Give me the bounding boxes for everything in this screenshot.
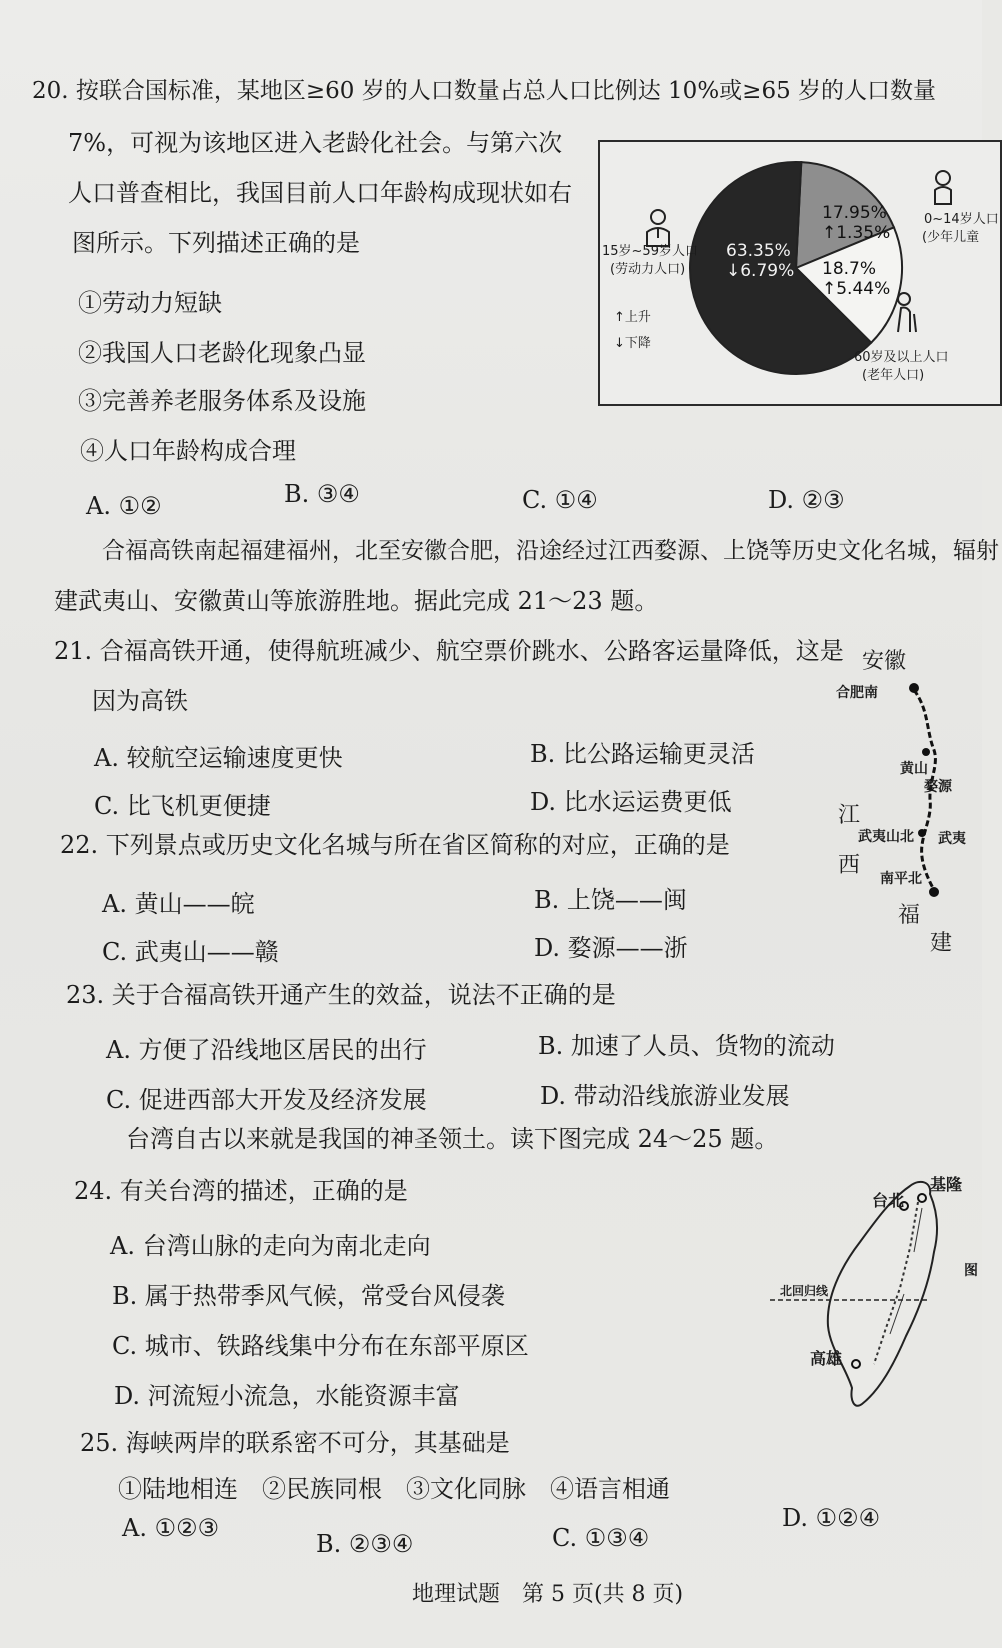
page-footer: 地理试题 第 5 页(共 8 页)	[412, 1582, 684, 1607]
station-huangshan: 黄山	[900, 761, 928, 777]
city-taipei: 台北	[872, 1191, 905, 1210]
q23-option-a: A. 方便了沿线地区居民的出行	[106, 1036, 427, 1064]
child-person-icon	[930, 170, 956, 206]
q22-option-d: D. 婺源——浙	[534, 934, 688, 962]
pie-change-labor: ↓6.79%	[726, 261, 795, 281]
province-jiangxi-1: 江	[838, 803, 861, 828]
province-fujian-1: 福	[898, 903, 921, 928]
q21-option-d: D. 比水运运费更低	[530, 788, 732, 816]
q24-option-c: C. 城市、铁路线集中分布在东部平原区	[112, 1332, 529, 1360]
pie-label-elder-sub: (老年人口)	[862, 368, 925, 383]
q21-stem-line2: 因为高铁	[92, 687, 188, 715]
pie-value-elder: 18.7%	[822, 259, 877, 279]
pie-label-child-sub: (少年儿童	[922, 230, 980, 245]
q20-option-d: D. ②③	[768, 486, 845, 514]
down-arrow-icon: ↓	[614, 336, 625, 351]
q22-option-b: B. 上饶——闽	[534, 886, 687, 914]
pie-label-elder: 60岁及以上人口	[854, 350, 949, 365]
q24-option-d: D. 河流短小流急，水能资源丰富	[114, 1382, 460, 1410]
q21-option-b: B. 比公路运输更灵活	[530, 740, 755, 768]
q23-stem: 23. 关于合福高铁开通产生的效益，说法不正确的是	[66, 981, 616, 1009]
q20-stem-line2: 7%，可视为该地区进入老龄化社会。与第六次	[68, 129, 563, 157]
station-wuyuan: 婺源	[924, 779, 952, 795]
q25-items: ①陆地相连 ②民族同根 ③文化同脉 ④语言相通	[118, 1475, 670, 1503]
city-keelung: 基隆	[930, 1175, 963, 1194]
pie-change-elder: ↑5.44%	[822, 279, 891, 299]
q21-option-c: C. 比飞机更便捷	[94, 792, 271, 820]
station-wuyi: 武夷	[938, 831, 966, 847]
q20-option-b: B. ③④	[284, 480, 360, 508]
q24-option-b: B. 属于热带季风气候，常受台风侵袭	[112, 1282, 505, 1310]
q23-option-c: C. 促进西部大开发及经济发展	[106, 1086, 427, 1114]
up-arrow-icon: ↑	[614, 310, 625, 325]
taiwan-map	[770, 1168, 982, 1418]
age-structure-pie-figure	[598, 140, 1002, 406]
legend-down: ↓下降	[614, 336, 651, 351]
q24-option-a: A. 台湾山脉的走向为南北走向	[110, 1232, 431, 1260]
pie-value-child: 17.95%	[822, 203, 887, 223]
legend-up: ↑上升	[614, 310, 651, 325]
passage1-line1: 合福高铁南起福建福州，北至安徽合肥，沿途经过江西婺源、上饶等历史文化名城，辐射	[102, 538, 999, 564]
q23-option-d: D. 带动沿线旅游业发展	[540, 1082, 790, 1110]
q25-option-a: A. ①②③	[122, 1514, 220, 1542]
q20-item-3: ③完善养老服务体系及设施	[78, 387, 366, 415]
province-fujian-2: 建	[930, 931, 953, 956]
pie-label-labor-sub: (劳动力人口)	[610, 262, 686, 277]
q20-option-c: C. ①④	[522, 486, 598, 514]
tropic-of-cancer-label: 北回归线	[780, 1284, 829, 1298]
q20-item-2: ②我国人口老龄化现象凸显	[78, 339, 366, 367]
q25-option-d: D. ①②④	[782, 1504, 881, 1532]
q24-stem: 24. 有关台湾的描述，正确的是	[74, 1177, 408, 1205]
pie-label-labor: 15岁~59岁人口	[602, 244, 698, 259]
q20-stem-line4: 图所示。下列描述正确的是	[72, 229, 360, 257]
station-hefei-south: 合肥南	[836, 685, 878, 701]
q25-option-b: B. ②③④	[316, 1530, 414, 1558]
q22-option-c: C. 武夷山——赣	[102, 938, 279, 966]
pie-label-child: 0~14岁人口	[924, 212, 999, 227]
passage2: 台湾自古以来就是我国的神圣领土。读下图完成 24～25 题。	[126, 1125, 779, 1153]
province-jiangxi-2: 西	[838, 853, 861, 878]
q22-option-a: A. 黄山——皖	[102, 890, 255, 918]
q21-option-a: A. 较航空运输速度更快	[94, 744, 343, 772]
q20-item-4: ④人口年龄构成合理	[80, 437, 296, 465]
passage1-line2: 建武夷山、安徽黄山等旅游胜地。据此完成 21～23 题。	[54, 587, 659, 615]
q23-option-b: B. 加速了人员、货物的流动	[538, 1032, 835, 1060]
station-wuyishan-north: 武夷山北	[858, 829, 914, 845]
q20-item-1: ①劳动力短缺	[78, 289, 222, 317]
hefu-railway-map	[834, 640, 982, 960]
pie-change-child: ↑1.35%	[822, 223, 891, 243]
elder-person-icon	[892, 292, 918, 334]
q20-stem-line1: 20. 按联合国标准，某地区≥60 岁的人口数量占总人口比例达 10%或≥65 岁的人口数量	[32, 78, 937, 104]
map-legend-title: 图	[964, 1263, 978, 1279]
pie-value-labor: 63.35%	[726, 241, 791, 261]
province-anhui: 安徽	[862, 649, 907, 674]
station-nanping-north: 南平北	[880, 871, 922, 887]
worker-person-icon	[644, 208, 672, 248]
q20-option-a: A. ①②	[86, 492, 162, 520]
city-kaohsiung: 高雄	[810, 1349, 843, 1368]
q22-stem: 22. 下列景点或历史文化名城与所在省区简称的对应，正确的是	[60, 831, 730, 859]
q20-stem-line3: 人口普查相比，我国目前人口年龄构成现状如右	[68, 179, 572, 207]
q21-stem-line1: 21. 合福高铁开通，使得航班减少、航空票价跳水、公路客运量降低，这是	[54, 637, 844, 665]
q25-option-c: C. ①③④	[552, 1524, 650, 1552]
q25-stem: 25. 海峡两岸的联系密不可分，其基础是	[80, 1429, 510, 1457]
